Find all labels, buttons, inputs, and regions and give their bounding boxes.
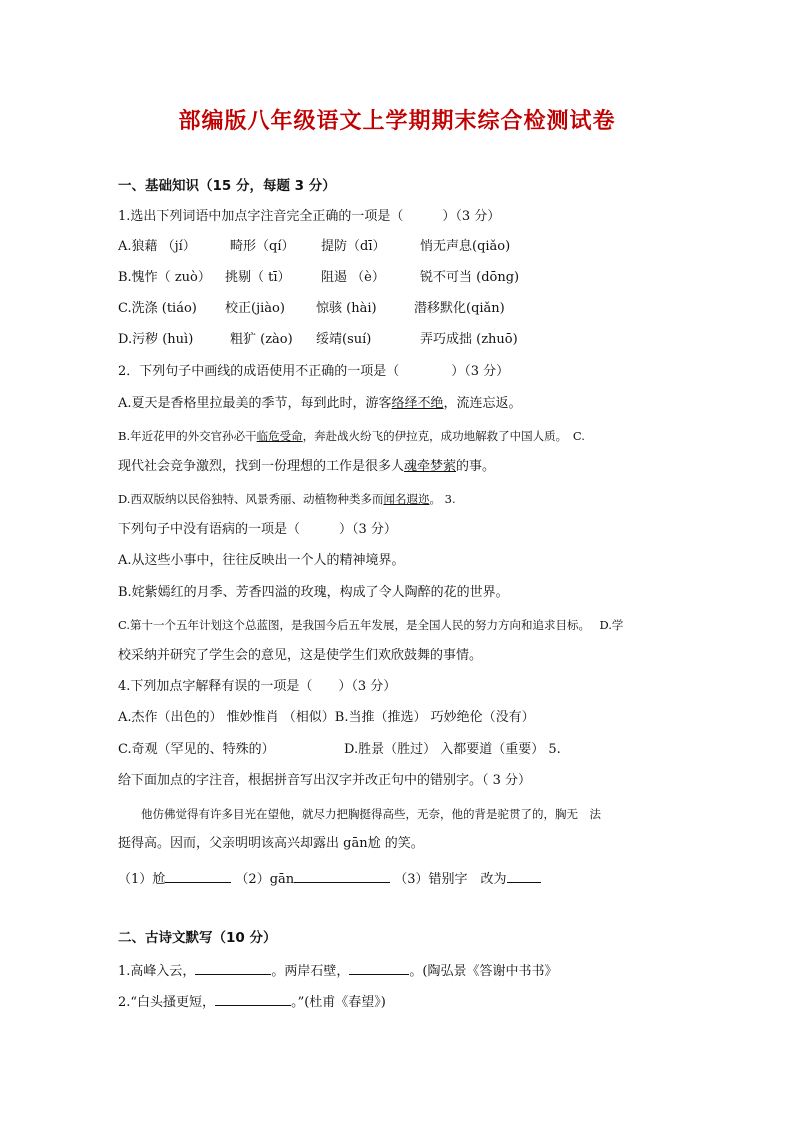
answer-blank[interactable] [215, 993, 291, 1006]
underlined-idiom: 络绎不绝 [391, 396, 444, 411]
section-heading-poetry: 二、古诗文默写（10 分） [118, 930, 277, 946]
question-1-option-b: B.愧怍（ zuò） 挑剔（ tī） 阻遏 （è） 锐不可当 (dōng) [118, 270, 520, 285]
page-title: 部编版八年级语文上学期期末综合检测试卷 [178, 109, 616, 134]
question-3-option-b: B.姹紫嫣红的月季、芳香四溢的玫瑰，构成了令人陶醉的花的世界。 [118, 585, 509, 600]
question-2-option-d: D.西双版纳以民俗独特、风景秀丽、动植物种类多而闻名遐迩。 3. [118, 492, 456, 506]
question-2-stem: 2．下列句子中画线的成语使用不正确的一项是（ ）（3 分） [118, 364, 510, 379]
underlined-idiom: 临危受命 [256, 429, 303, 443]
question-3-option-a: A.从这些小事中，往往反映出一个人的精神境界。 [118, 553, 405, 568]
answer-blank[interactable] [349, 962, 409, 975]
question-3-stem: 下列句子中没有语病的一项是（ ）（3 分） [118, 522, 397, 537]
question-2-option-a: A.夏天是香格里拉最美的季节，每到此时，游客络绎不绝，流连忘返。 [118, 396, 522, 411]
question-4-stem: 4.下列加点字解释有误的一项是（ ）（3 分） [118, 679, 397, 694]
answer-blank[interactable] [507, 870, 541, 883]
section-heading-basics: 一、基础知识（15 分，每题 3 分） [118, 178, 336, 194]
question-2-option-b: B.年近花甲的外交官孙必干临危受命，奔赴战火纷飞的伊拉克，成功地解救了中国人质。 C. [118, 429, 585, 443]
question-1-option-c: C.洗涤 (tiáo) 校正(jiào) 惊骇 (hài) 潜移默化(qiǎn) [118, 301, 505, 316]
question-1-option-d: D.污秽 (huì) 粗犷 (zào) 绥靖(suí) 弄巧成拙 (zhuō) [118, 332, 518, 347]
answer-blank[interactable] [195, 962, 271, 975]
underlined-idiom: 魂牵梦萦 [404, 459, 457, 474]
answer-blank[interactable] [165, 870, 231, 883]
underlined-idiom: 闻名遐迩 [383, 492, 430, 506]
question-4-options-cd: C.奇观（罕见的、特殊的） D.胜景（胜过） 入都要道（重要） 5. [118, 742, 561, 757]
question-2-option-c: 现代社会竞争激烈，找到一份理想的工作是很多人魂牵梦萦的事。 [118, 459, 496, 474]
question-3-option-c: C.第十一个五年计划这个总蓝图，是我国今后五年发展，是全国人民的努力方向和追求目标。 D.学 [118, 618, 624, 632]
question-5-passage-line-1: 他仿佛觉得有许多目光在望他，就尽力把胸挺得高些，无奈，他的背是驼贯了的，胸无 法 [118, 807, 601, 821]
answer-blank[interactable] [294, 870, 390, 883]
question-1-option-a: A.狼藉 （jí） 畸形（qí） 提防（dī） 悄无声息(qiǎo) [118, 239, 511, 254]
question-5-passage-line-2: 挺得高。因而，父亲明明该高兴却露出 gān尬 的笑。 [118, 836, 424, 851]
question-3-option-d: 校采纳并研究了学生会的意见，这是使学生们欢欣鼓舞的事情。 [118, 648, 483, 663]
poetry-question-2: 2.“白头搔更短， 。”(杜甫《春望》) [118, 995, 386, 1010]
poetry-question-1: 1.高峰入云， 。两岸石壁， 。(陶弘景《答谢中书书》 [118, 964, 558, 979]
question-4-options-ab: A.杰作（出色的） 惟妙惟肖 （相似）B.当推（推选） 巧妙绝伦（没有） [118, 710, 535, 725]
question-5-stem: 给下面加点的字注音，根据拼音写出汉字并改正句中的错别字。（ 3 分） [118, 773, 532, 788]
question-5-fill-blanks: （1）尬 （2）gān （3）错别字 改为 [118, 870, 541, 888]
question-1-stem: 1.选出下列词语中加点字注音完全正确的一项是（ ）（3 分） [118, 209, 501, 224]
